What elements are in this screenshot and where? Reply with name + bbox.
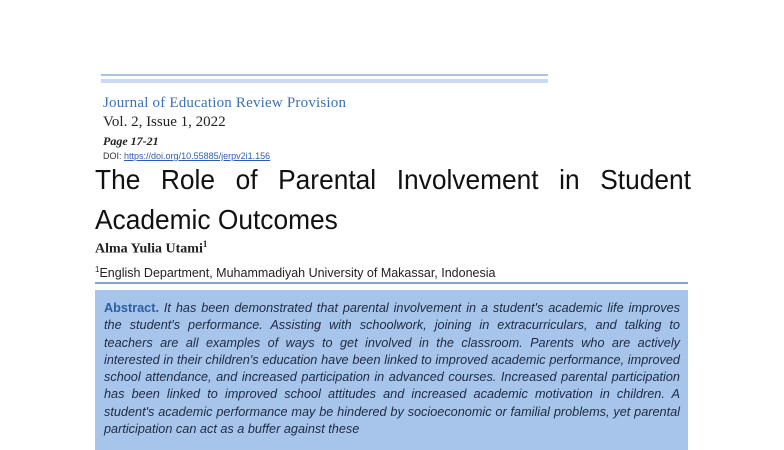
journal-name: Journal of Education Review Provision [103, 95, 347, 111]
abstract-label: Abstract. [104, 301, 159, 315]
doi-label: DOI: [103, 151, 122, 161]
page-range: Page 17-21 [103, 134, 159, 148]
abstract-box [95, 290, 688, 450]
article-title: The Role of Parental Involvement in Student Academic Outcomes [95, 164, 691, 235]
author-name [95, 239, 207, 258]
affiliation-text: English Department, Muhammadiyah University of Makassar, Indonesia [99, 266, 496, 281]
abstract-body: It has been demonstrated that parental involvement in a student's academic life improves the student's performance. Assisting with schoolwork, joining in extracurriculars, and talking to teachers are all examples of ways to get involved in the classroom. Parents who are actively interested in their children's education have been linked to improved academic performance, improved school attendance, and increased participation in advanced courses. Increased parental participation has been linked to improved school attitudes and increased academic motivation in children. A student's academic performance may be hindered by socioeconomic or familial problems, yet parental participation can act as a buffer against these [104, 301, 680, 437]
abstract-paragraph [104, 300, 680, 438]
author-superscript: 1 [202, 239, 208, 249]
journal-volume: Vol. 2, Issue 1, 2022 [103, 114, 226, 130]
author-name-text: Alma Yulia Utami [95, 241, 203, 257]
affiliation [95, 265, 495, 280]
doi-link[interactable]: https://doi.org/10.55885/jerpv2i1.156 [124, 151, 271, 161]
affiliation-divider [95, 282, 688, 284]
affiliation-superscript: 1 [95, 265, 100, 274]
header-rule [101, 74, 548, 83]
